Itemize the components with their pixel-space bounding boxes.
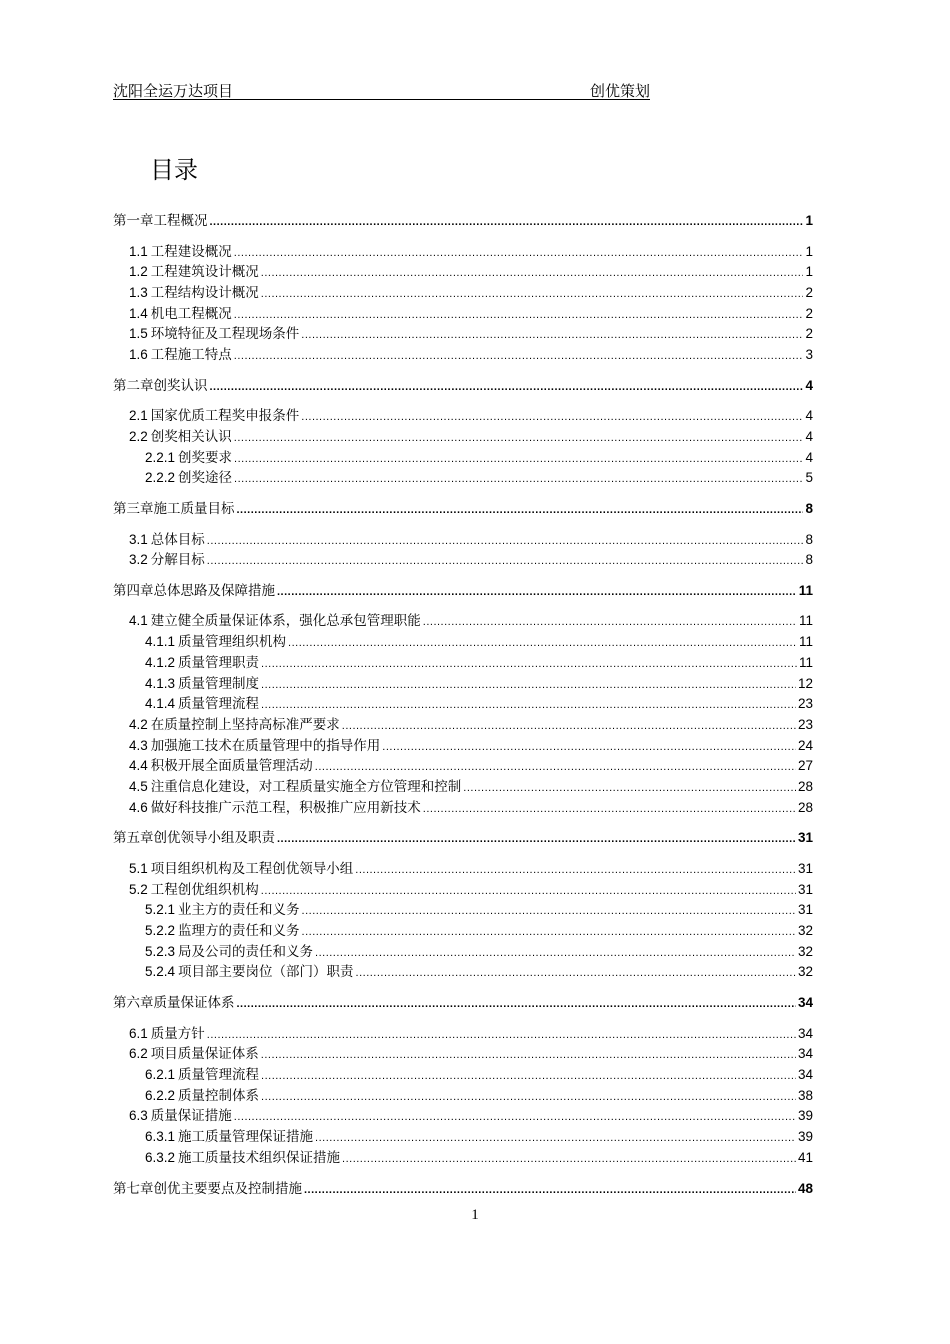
page-header	[113, 78, 650, 100]
toc-section-entry[interactable]	[113, 901, 813, 919]
toc-entry-title: 第六章质量保证体系	[113, 995, 235, 1012]
toc-entry-page: 4	[805, 377, 813, 393]
toc-entry-number: 4.2	[129, 716, 148, 732]
toc-section-entry[interactable]	[113, 305, 813, 323]
toc-entry-number: 4.5	[129, 779, 148, 794]
toc-entry-number: 1.3	[129, 284, 148, 300]
toc-dot-leader	[234, 244, 804, 262]
toc-dot-leader	[315, 1129, 796, 1147]
toc-section-entry[interactable]	[113, 963, 813, 981]
toc-entry-page: 2	[805, 326, 813, 342]
toc-section-entry[interactable]	[113, 263, 813, 281]
toc-entry-title: 质量管理流程	[178, 1067, 260, 1083]
toc-entry-title: 项目部主要岗位（部门）职责	[178, 964, 354, 981]
toc-title: 目录	[150, 156, 198, 184]
toc-entry-page: 2	[805, 284, 813, 300]
toc-section-entry[interactable]	[113, 860, 813, 878]
toc-entry-title: 质量控制体系	[178, 1087, 260, 1104]
toc-entry-number: 4.1.4	[145, 696, 176, 712]
toc-entry-title: 监理方的责任和义务	[178, 923, 300, 939]
toc-dot-leader	[261, 264, 804, 282]
toc-dot-leader	[207, 532, 804, 550]
toc-chapter-entry[interactable]	[113, 1180, 813, 1198]
toc-dot-leader	[302, 923, 796, 941]
toc-entry-title: 第五章创优领导小组及职责	[113, 830, 275, 847]
toc-entry-title: 加强施工技术在质量管理中的指导作用	[150, 737, 381, 754]
toc-section-entry[interactable]	[113, 243, 813, 261]
header-doc-type: 创优策划	[589, 82, 650, 100]
toc-entry-number: 2.1	[129, 408, 148, 424]
toc-dot-leader	[261, 1088, 796, 1106]
toc-entry-title: 质量管理职责	[178, 654, 260, 671]
toc-section-entry[interactable]	[113, 757, 813, 775]
toc-entry-page: 39	[797, 1129, 813, 1145]
toc-dot-leader	[277, 830, 796, 848]
toc-entry-number: 1.4	[129, 305, 148, 321]
toc-dot-leader	[237, 995, 796, 1013]
toc-entry-title: 工程建筑设计概况	[150, 264, 259, 281]
toc-section-entry[interactable]	[113, 1128, 813, 1146]
toc-entry-title: 第二章创奖认识	[113, 377, 208, 394]
toc-entry-title: 环境特征及工程现场条件	[150, 326, 300, 343]
toc-dot-leader	[210, 213, 804, 231]
toc-section-entry[interactable]	[113, 1025, 813, 1043]
toc-dot-leader	[356, 964, 796, 982]
toc-entry-page: 41	[797, 1149, 813, 1165]
toc-entry-page: 2	[805, 305, 813, 321]
toc-entry-title: 分解目标	[150, 552, 205, 569]
toc-entry-number: 5.2	[129, 881, 148, 897]
toc-dot-leader	[207, 552, 804, 570]
toc-entry-page: 1	[805, 243, 813, 259]
toc-entry-number: 6.2.1	[145, 1067, 176, 1082]
toc-entry-title: 工程结构设计概况	[150, 284, 259, 301]
toc-entry-number: 3.1	[129, 531, 148, 547]
toc-dot-leader	[423, 800, 796, 818]
toc-entry-page: 31	[797, 830, 813, 846]
toc-entry-page: 34	[797, 1025, 813, 1041]
toc-entry-number: 5.2.2	[145, 923, 176, 938]
toc-section-entry[interactable]	[113, 1087, 813, 1105]
toc-entry-page: 32	[797, 964, 813, 980]
toc-entry-title: 局及公司的责任和义务	[178, 943, 314, 960]
toc-entry-page: 8	[805, 552, 813, 568]
toc-entry-title: 质量管理制度	[178, 675, 260, 692]
toc-dot-leader	[261, 1046, 796, 1064]
toc-entry-page: 31	[797, 860, 813, 876]
toc-entry-page: 32	[797, 943, 813, 959]
toc-dot-leader	[342, 717, 796, 735]
toc-chapter-entry[interactable]	[113, 829, 813, 847]
toc-entry-title: 业主方的责任和义务	[178, 902, 300, 919]
toc-entry-number: 2.2.1	[145, 449, 176, 465]
toc-section-entry[interactable]	[113, 633, 813, 651]
toc-section-entry[interactable]	[113, 922, 813, 940]
toc-section-entry[interactable]	[113, 449, 813, 467]
toc-dot-leader	[234, 1108, 796, 1126]
toc-section-entry[interactable]	[113, 943, 813, 961]
toc-entry-page: 1	[805, 213, 813, 228]
toc-entry-title: 项目质量保证体系	[150, 1046, 259, 1063]
toc-entry-page: 28	[797, 799, 813, 815]
toc-dot-leader	[315, 758, 796, 776]
toc-entry-number: 5.1	[129, 860, 148, 876]
toc-entry-title: 国家优质工程奖申报条件	[150, 408, 300, 425]
toc-entry-number: 5.2.3	[145, 943, 176, 959]
toc-entry-number: 1.1	[129, 243, 148, 259]
toc-entry-number: 5.2.1	[145, 902, 176, 918]
toc-entry-number: 6.3	[129, 1108, 148, 1124]
toc-entry-page: 4	[805, 449, 813, 465]
toc-entry-page: 27	[797, 758, 813, 774]
toc-entry-page: 24	[797, 737, 813, 753]
toc-entry-page: 38	[797, 1087, 813, 1103]
toc-dot-leader	[261, 676, 796, 694]
toc-entry-number: 1.5	[129, 326, 148, 342]
toc-chapter-entry[interactable]	[113, 500, 813, 518]
toc-entry-title: 创奖相关认识	[150, 428, 232, 445]
toc-section-entry[interactable]	[113, 551, 813, 569]
toc-section-entry[interactable]	[113, 469, 813, 487]
toc-entry-number: 6.3.2	[145, 1149, 176, 1165]
toc-section-entry[interactable]	[113, 675, 813, 693]
toc-entry-number: 6.2.2	[145, 1087, 176, 1103]
toc-dot-leader	[234, 470, 803, 488]
toc-entry-title: 机电工程概况	[150, 305, 232, 322]
toc-dot-leader	[277, 583, 797, 601]
toc-entry-title: 第三章施工质量目标	[113, 501, 235, 517]
toc-entry-title: 创奖途径	[178, 470, 233, 487]
toc-section-entry[interactable]	[113, 284, 813, 302]
toc-entry-number: 2.2	[129, 428, 148, 444]
toc-dot-leader	[234, 429, 804, 447]
toc-dot-leader	[237, 501, 804, 519]
toc-entry-title: 质量管理组织机构	[178, 634, 287, 651]
toc-section-entry[interactable]	[113, 325, 813, 343]
toc-entry-number: 3.2	[129, 552, 148, 568]
toc-entry-number: 6.2	[129, 1046, 148, 1062]
toc-entry-page: 3	[805, 347, 813, 362]
toc-entry-page: 31	[797, 902, 813, 918]
toc-section-entry[interactable]	[113, 531, 813, 549]
toc-entry-page: 34	[797, 1046, 813, 1062]
toc-entry-page: 5	[805, 470, 813, 486]
toc-entry-page: 11	[798, 613, 813, 629]
toc-entry-title: 第四章总体思路及保障措施	[113, 582, 275, 599]
toc-entry-title: 施工质量管理保证措施	[178, 1129, 314, 1146]
toc-dot-leader	[301, 408, 803, 426]
toc-dot-leader	[261, 696, 796, 714]
toc-entry-title: 第一章工程概况	[113, 213, 208, 229]
toc-entry-page: 31	[797, 881, 813, 897]
toc-dot-leader	[261, 655, 797, 673]
toc-entry-title: 项目组织机构及工程创优领导小组	[150, 860, 354, 877]
toc-entry-number: 4.1.1	[145, 634, 176, 650]
toc-entry-title: 工程施工特点	[150, 347, 232, 363]
toc-entry-title: 质量管理流程	[178, 696, 260, 713]
toc-section-entry[interactable]	[113, 881, 813, 899]
toc-entry-number: 4.1.2	[145, 654, 176, 670]
toc-entry-number: 4.4	[129, 758, 148, 774]
toc-section-entry[interactable]	[113, 1149, 813, 1167]
toc-entry-page: 39	[797, 1108, 813, 1124]
toc-entry-page: 23	[797, 696, 813, 712]
toc-entry-number: 4.1.3	[145, 675, 176, 691]
toc-section-entry[interactable]	[113, 612, 813, 630]
toc-section-entry[interactable]	[113, 428, 813, 446]
toc-entry-page: 48	[797, 1180, 813, 1196]
page-number: 1	[471, 1207, 479, 1223]
toc-dot-leader	[342, 1150, 796, 1168]
toc-chapter-entry[interactable]	[113, 377, 813, 395]
toc-entry-number: 2.2.2	[145, 470, 176, 486]
toc-entry-title: 在质量控制上坚持高标准严要求	[150, 716, 340, 733]
toc-chapter-entry[interactable]	[113, 994, 813, 1012]
toc-entry-page: 12	[797, 675, 813, 691]
toc-entry-page: 11	[798, 634, 813, 650]
toc-dot-leader	[261, 285, 804, 303]
toc-entry-page: 28	[797, 779, 813, 794]
toc-section-entry[interactable]	[113, 407, 813, 425]
toc-entry-page: 4	[805, 428, 813, 444]
toc-section-entry[interactable]	[113, 799, 813, 817]
toc-section-entry[interactable]	[113, 346, 813, 364]
toc-dot-leader	[423, 613, 797, 631]
toc-section-entry[interactable]	[113, 737, 813, 755]
header-project-name: 沈阳全运万达项目	[113, 82, 234, 100]
toc-entry-title: 施工质量技术组织保证措施	[178, 1149, 341, 1166]
toc-entry-page: 23	[797, 716, 813, 732]
toc-section-entry[interactable]	[113, 1066, 813, 1084]
toc-dot-leader	[382, 738, 796, 756]
toc-entry-title: 总体目标	[150, 531, 205, 548]
toc-entry-title: 质量方针	[150, 1025, 205, 1042]
toc-dot-leader	[234, 450, 803, 468]
toc-dot-leader	[301, 326, 803, 344]
toc-section-entry[interactable]	[113, 1107, 813, 1125]
toc-dot-leader	[302, 902, 796, 920]
toc-dot-leader	[234, 347, 804, 365]
toc-dot-leader	[315, 944, 796, 962]
toc-entry-title: 积极开展全面质量管理活动	[150, 758, 313, 775]
toc-entry-number: 6.1	[129, 1025, 148, 1041]
toc-dot-leader	[234, 306, 804, 324]
toc-dot-leader	[210, 378, 804, 396]
toc-section-entry[interactable]	[113, 716, 813, 734]
toc-section-entry[interactable]	[113, 778, 813, 796]
toc-dot-leader	[261, 882, 796, 900]
toc-chapter-entry[interactable]	[113, 582, 813, 600]
toc-entry-page: 32	[797, 923, 813, 938]
toc-entry-page: 8	[805, 531, 813, 547]
toc-dot-leader	[207, 1026, 796, 1044]
toc-entry-title: 做好科技推广示范工程，积极推广应用新技术	[150, 799, 421, 816]
toc-entry-title: 质量保证措施	[150, 1108, 232, 1125]
toc-section-entry[interactable]	[113, 1045, 813, 1063]
toc-dot-leader	[261, 1067, 796, 1085]
toc-entry-title: 工程创优组织机构	[150, 881, 259, 898]
toc-entry-page: 8	[805, 501, 813, 516]
toc-dot-leader	[463, 779, 796, 797]
toc-entry-number: 4.1	[129, 613, 148, 629]
toc-section-entry[interactable]	[113, 695, 813, 713]
toc-entry-number: 6.3.1	[145, 1129, 176, 1145]
toc-entry-number: 1.2	[129, 264, 148, 280]
toc-entry-number: 1.6	[129, 347, 148, 362]
toc-entry-page: 11	[798, 654, 813, 670]
toc-dot-leader	[304, 1181, 796, 1199]
toc-section-entry[interactable]	[113, 654, 813, 672]
toc-entry-title: 注重信息化建设，对工程质量实施全方位管理和控制	[150, 779, 462, 795]
toc-entry-title: 建立健全质量保证体系，强化总承包管理职能	[150, 613, 421, 630]
toc-entry-page: 34	[797, 1067, 813, 1082]
toc-entry-title: 第七章创优主要要点及控制措施	[113, 1180, 302, 1197]
toc-entry-page: 4	[805, 408, 813, 424]
toc-entry-page: 11	[798, 582, 813, 598]
toc-entry-page: 1	[805, 264, 813, 280]
toc-entry-title: 工程建设概况	[150, 243, 232, 260]
toc-entry-number: 5.2.4	[145, 964, 176, 980]
toc-entry-title: 创奖要求	[178, 449, 233, 466]
toc-entry-number: 4.6	[129, 799, 148, 815]
toc-entry-number: 4.3	[129, 737, 148, 753]
toc-entry-page: 34	[797, 995, 813, 1011]
toc-dot-leader	[288, 634, 797, 652]
toc-dot-leader	[355, 861, 796, 879]
toc-chapter-entry[interactable]	[113, 212, 813, 230]
